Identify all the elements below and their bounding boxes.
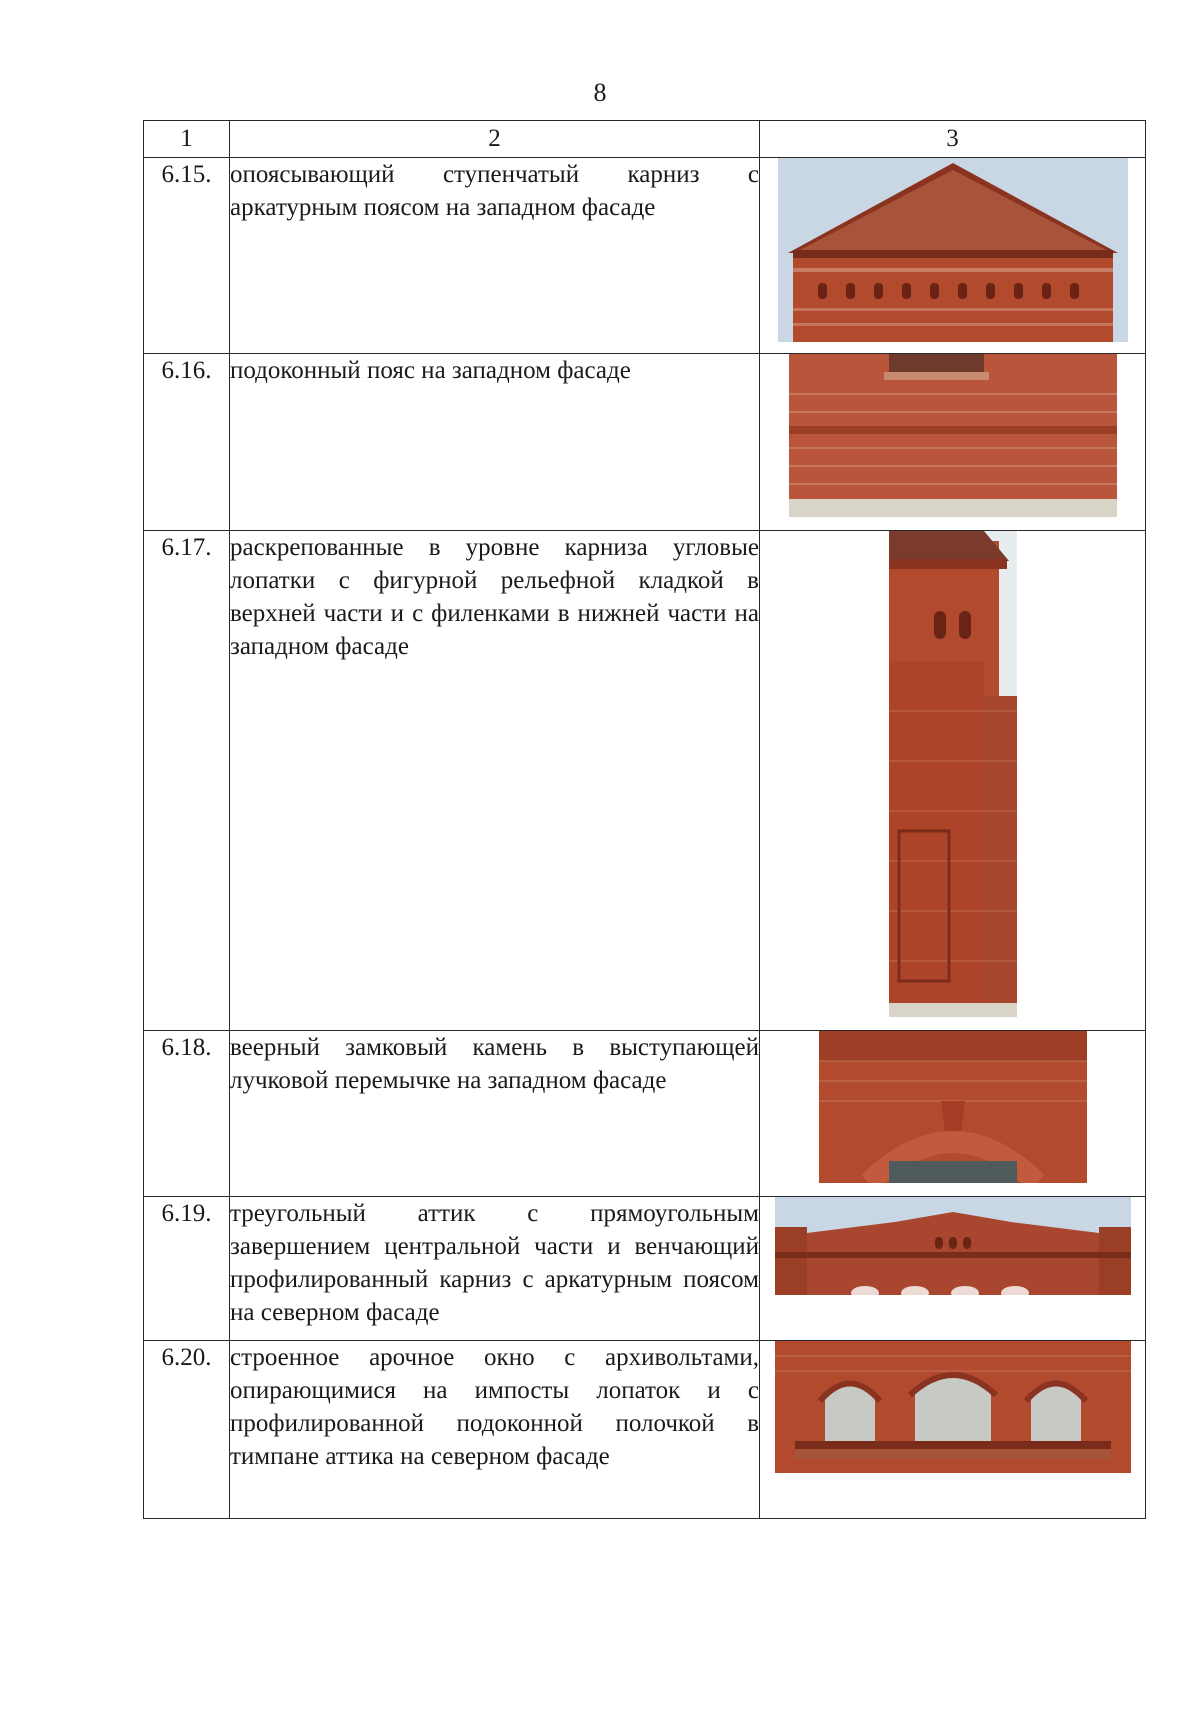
row-photo-cell bbox=[760, 354, 1146, 531]
row-description: веерный замковый камень в выступающей лучковой перемычке на западном фасаде bbox=[230, 1031, 760, 1197]
table-header-row bbox=[144, 121, 1146, 158]
table-row bbox=[144, 531, 1146, 1031]
gable-cornice-photo bbox=[778, 158, 1128, 342]
row-photo-cell bbox=[760, 1031, 1146, 1197]
row-photo-cell bbox=[760, 531, 1146, 1031]
column-header-description: 2 bbox=[230, 121, 760, 158]
row-description: подоконный пояс на западном фасаде bbox=[230, 354, 760, 531]
column-header-photo: 3 bbox=[760, 121, 1146, 158]
row-number: 6.19. bbox=[144, 1197, 230, 1341]
page-number: 8 bbox=[593, 78, 607, 107]
row-number: 6.20. bbox=[144, 1341, 230, 1519]
row-description: опоясывающий ступенчатый карниз с аркатурным поясом на западном фасаде bbox=[230, 158, 760, 354]
arched-window-photo bbox=[775, 1341, 1131, 1473]
row-number: 6.15. bbox=[144, 158, 230, 354]
windowsill-belt-photo bbox=[789, 354, 1117, 517]
row-description: раскрепованные в уровне карниза угловые лопатки с фигурной рельефной кладкой в верхней части и с филенками в нижней части на западном фасаде bbox=[230, 531, 760, 1031]
row-description: треугольный аттик с прямоугольным завершением центральной части и венчающий профилированный карниз с аркатурным поясом на северном фасаде bbox=[230, 1197, 760, 1341]
table-row bbox=[144, 158, 1146, 354]
table-row bbox=[144, 1031, 1146, 1197]
row-photo-cell bbox=[760, 1341, 1146, 1519]
row-photo-cell bbox=[760, 1197, 1146, 1341]
heritage-elements-table bbox=[143, 120, 1146, 1519]
table-row bbox=[144, 1341, 1146, 1519]
row-description: строенное арочное окно с архивольтами, опирающимися на импосты лопаток и с профилированной подоконной полочкой в тимпане аттика на северном фасаде bbox=[230, 1341, 760, 1519]
keystone-lintel-photo bbox=[819, 1031, 1087, 1183]
corner-pilaster-photo bbox=[889, 531, 1017, 1017]
table-row bbox=[144, 354, 1146, 531]
row-photo-cell bbox=[760, 158, 1146, 354]
row-number: 6.16. bbox=[144, 354, 230, 531]
table-row bbox=[144, 1197, 1146, 1341]
row-number: 6.18. bbox=[144, 1031, 230, 1197]
column-header-number: 1 bbox=[144, 121, 230, 158]
row-number: 6.17. bbox=[144, 531, 230, 1031]
attic-cornice-photo bbox=[775, 1197, 1131, 1295]
